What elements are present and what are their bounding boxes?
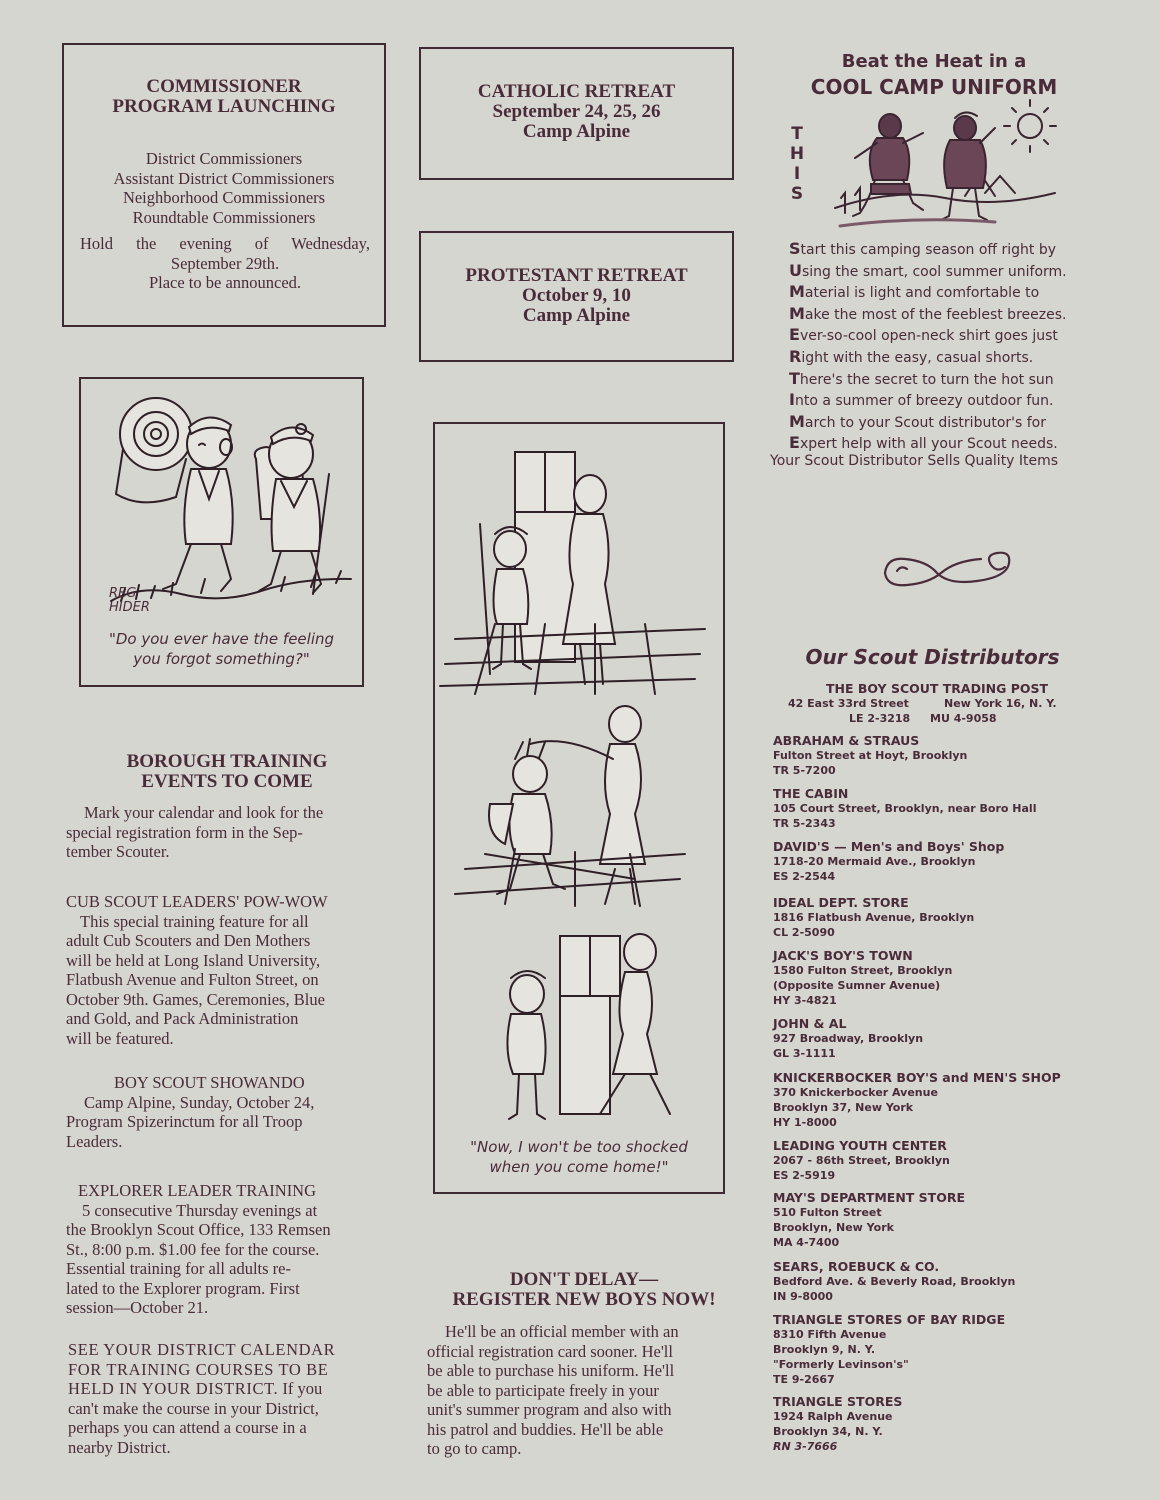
cartoon2-caption-2: when you come home!" [489,1158,669,1176]
store-line: TR 5-7200 [773,764,836,777]
store-line: Bedford Ave. & Beverly Road, Brooklyn [773,1275,1016,1288]
commissioner-line-2: September 29th. [170,253,280,273]
powwow-title: CUB SCOUT LEADERS' POW-WOW [66,892,328,911]
borough-title-1: BOROUGH TRAINING [126,751,328,772]
cartoon-hikers-box [79,377,364,687]
acrostic-rest: aterial is light and comfortable to [804,285,1040,302]
store-name: IDEAL DEPT. STORE [773,895,909,910]
store-name: DAVID'S — Men's and Boys' Shop [773,839,1005,854]
acrostic-initial: S [789,239,801,258]
store-entry [773,895,1093,940]
catholic-retreat-box [419,47,734,180]
store-name: THE CABIN [773,786,849,801]
store-entry [773,1259,1093,1304]
commissioner-line-1: Hold the evening of Wednesday, [80,234,370,253]
store-line: CL 2-5090 [773,926,835,939]
this-letter: T [791,124,803,144]
distributors-title: Our Scout Distributors [805,645,1060,669]
explorer-line: the Brooklyn Scout Office, 133 Remsen [66,1220,331,1239]
explorer-title: EXPLORER LEADER TRAINING [78,1181,317,1200]
trading-post-name: THE BOY SCOUT TRADING POST [825,681,1049,696]
catholic-place: Camp Alpine [522,121,631,142]
trading-post-phone-2: MU 4-9058 [930,712,997,725]
acrostic-rest: arch to your Scout distributor's for [804,414,1046,431]
artist-signature-2: HIDER [109,600,150,615]
register-line: be able to purchase his uniform. He'll [427,1361,675,1380]
borough-intro-line: special registration form in the Sep- [66,822,303,842]
store-line: Brooklyn 9, N. Y. [773,1343,876,1356]
store-line: RN 3-7666 [773,1440,838,1453]
store-line: Fulton Street at Hoyt, Brooklyn [773,749,968,762]
register-line: to go to camp. [427,1439,522,1458]
acrostic-initial: I [789,390,795,410]
store-name: JACK'S BOY'S TOWN [773,948,913,963]
store-line: "Formerly Levinson's" [773,1358,909,1371]
store-line: 1924 Ralph Avenue [773,1410,893,1423]
store-line: GL 3-1111 [773,1047,836,1060]
catholic-title: CATHOLIC RETREAT [477,81,676,102]
acrostic-line [789,239,1094,261]
store-name: TRIANGLE STORES OF BAY RIDGE [773,1312,1006,1327]
register-line: official registration card sooner. He'll [427,1341,673,1361]
acrostic-initial: T [789,368,800,388]
acrostic-initial: E [789,433,800,453]
role-item: Neighborhood Commissioners [122,188,326,207]
store-line: 1718-20 Mermaid Ave., Brooklyn [773,855,976,868]
store-name: JOHN & AL [773,1016,847,1031]
explorer-line: St., 8:00 p.m. $1.00 fee for the course. [66,1239,320,1259]
acrostic-rest: here's the secret to turn the hot sun [799,371,1054,388]
acrostic-line [789,282,1094,304]
borough-title-2: EVENTS TO COME [141,771,313,792]
store-entry [773,1312,1093,1387]
powwow-line: adult Cub Scouters and Den Mothers [66,931,311,950]
acrostic-line [789,369,1094,391]
powwow-line: Flatbush Avenue and Fulton Street, on [66,970,319,989]
acrostic-rest: xpert help with all your Scout needs. [799,436,1058,453]
this-letter: H [789,144,805,164]
register-title-2: REGISTER NEW BOYS NOW! [452,1289,716,1310]
acrostic-initial: M [789,303,805,323]
acrostic-initial: M [789,411,805,431]
store-line: IN 9-8000 [773,1290,833,1303]
store-line: 8310 Fifth Avenue [773,1328,887,1341]
district-line: can't make the course in your District, [68,1398,319,1418]
catholic-dates: September 24, 25, 26 [492,101,661,122]
acrostic-line [789,304,1094,326]
trading-post-address: 42 East 33rd Street [788,697,909,710]
explorer-line: lated to the Explorer program. First [66,1278,300,1298]
cartoon2-caption-1: "Now, I won't be too shocked [470,1138,688,1156]
acrostic-line [789,347,1094,369]
scouts-walking-illustration [815,98,1065,233]
this-letter: I [793,164,801,184]
acrostic-initial: E [789,325,800,345]
acrostic-line [789,261,1094,283]
store-name: TRIANGLE STORES [773,1394,903,1409]
acrostic-rest: ver-so-cool open-neck shirt goes just [799,328,1058,345]
acrostic-line [789,325,1094,347]
commissioner-line-3: Place to be announced. [148,273,302,292]
showando-line: Leaders. [66,1131,123,1151]
store-line: (Opposite Sumner Avenue) [773,979,941,992]
acrostic-line [789,412,1094,434]
district-caps-row [68,1379,392,1399]
store-line: 1580 Fulton Street, Brooklyn [773,964,953,977]
powwow-line: will be held at Long Island University, [66,950,321,970]
hikers-illustration [81,379,362,609]
uniform-title-2: COOL CAMP UNIFORM [810,75,1058,99]
district-line: nearby District. [68,1437,171,1457]
showando-title: BOY SCOUT SHOWANDO [114,1073,305,1092]
register-title-1: DON'T DELAY— [509,1269,659,1290]
this-letter: S [790,184,804,204]
store-line: ES 2-2544 [773,870,836,883]
store-entry [773,948,1093,1008]
mother-scout-illustration [435,424,723,1124]
store-entry [773,1190,1093,1250]
powwow-line: and Gold, and Pack Administration [66,1009,299,1028]
store-line: TE 9-2667 [773,1373,835,1386]
acrostic-rest: tart this camping season off right by [800,242,1057,258]
store-entry [773,1070,1093,1130]
store-line: Brooklyn, New York [773,1221,894,1234]
store-name: SEARS, ROEBUCK & CO. [773,1259,940,1274]
store-name: MAY'S DEPARTMENT STORE [773,1190,965,1205]
district-caps-line: SEE YOUR DISTRICT CALENDAR [68,1340,336,1359]
store-line: ES 2-5919 [773,1169,836,1182]
store-name: ABRAHAM & STRAUS [773,733,920,748]
acrostic-rest: sing the smart, cool summer uniform. [802,263,1067,280]
district-caps-line: HELD IN YOUR DISTRICT. [68,1379,279,1398]
store-line: MA 4-7400 [773,1236,840,1249]
acrostic-initial: M [789,282,805,302]
powwow-line: will be featured. [66,1028,174,1048]
protestant-dates: October 9, 10 [522,285,631,306]
protestant-retreat-box [419,231,734,362]
role-item: District Commissioners [145,149,303,168]
store-line: 105 Court Street, Brooklyn, near Boro Hall [773,802,1037,815]
district-caps-line: FOR TRAINING COURSES TO BE [68,1359,329,1379]
cartoon-mother-box [433,422,725,1194]
district-line: perhaps you can attend a course in a [68,1418,307,1437]
protestant-place: Camp Alpine [522,305,631,326]
register-line: his patrol and buddies. He'll be able [427,1419,664,1439]
protestant-title: PROTESTANT RETREAT [465,265,688,286]
artist-signature-1: REG [109,586,137,601]
acrostic-initial: U [789,260,802,280]
acrostic-rest: ight with the easy, casual shorts. [801,349,1034,366]
showando-line: Camp Alpine, Sunday, October 24, [84,1092,315,1112]
store-line: 370 Knickerbocker Avenue [773,1086,938,1099]
register-line: He'll be an official member with an [445,1322,679,1341]
store-entry [773,786,1093,831]
flourish-ornament [877,545,1017,595]
register-line: be able to participate freely in your [427,1380,659,1400]
store-line: HY 1-8000 [773,1116,837,1129]
uniform-footer: Your Scout Distributor Sells Quality Items [770,453,1059,469]
register-line: unit's summer program and also with [427,1400,672,1419]
showando-line: Program Spizerinctum for all Troop [66,1112,303,1131]
explorer-line: session—October 21. [66,1298,209,1317]
store-line: TR 5-2343 [773,817,836,830]
cartoon1-caption-2: you forgot something?" [133,650,310,668]
acrostic-rest: nto a summer of breezy outdoor fun. [794,393,1054,410]
store-line: 2067 - 86th Street, Brooklyn [773,1154,950,1167]
commissioner-box [62,43,386,327]
commissioner-title-1: COMMISSIONER [146,76,302,97]
store-line: 927 Broadway, Brooklyn [773,1032,924,1045]
trading-post-phone-1: LE 2-3218 [849,712,911,725]
uniform-title-1: Beat the Heat in a [841,51,1027,72]
store-line: HY 3-4821 [773,994,837,1007]
district-caps-rest: If you [282,1379,323,1398]
cartoon1-caption-1: "Do you ever have the feeling [108,630,335,648]
trading-post-city: New York 16, N. Y. [944,697,1057,710]
acrostic-initial: R [789,346,802,366]
powwow-line: October 9th. Games, Ceremonies, Blue [66,989,325,1009]
store-entry [773,1138,1093,1183]
acrostic-rest: ake the most of the feeblest breezes. [804,306,1067,323]
store-name: KNICKERBOCKER BOY'S and MEN'S SHOP [773,1070,1061,1085]
store-line: Brooklyn 37, New York [773,1101,914,1114]
store-entry [773,733,1093,778]
powwow-line: This special training feature for all [80,911,309,931]
borough-intro-line: tember Scouter. [66,842,170,861]
store-line: 1816 Flatbush Avenue, Brooklyn [773,911,975,924]
borough-intro-line: Mark your calendar and look for the [84,803,324,822]
store-entry [773,1394,1093,1454]
acrostic-line [789,390,1094,412]
store-line: Brooklyn 34, N. Y. [773,1425,883,1438]
role-item: Roundtable Commissioners [132,207,316,227]
commissioner-title-2: PROGRAM LAUNCHING [112,96,336,117]
store-entry [773,839,1093,884]
role-item: Assistant District Commissioners [113,168,335,188]
explorer-line: Essential training for all adults re- [66,1259,291,1278]
store-line: 510 Fulton Street [773,1206,882,1219]
store-entry [773,1016,1093,1061]
store-name: LEADING YOUTH CENTER [773,1138,947,1153]
explorer-line: 5 consecutive Thursday evenings at [82,1200,318,1220]
